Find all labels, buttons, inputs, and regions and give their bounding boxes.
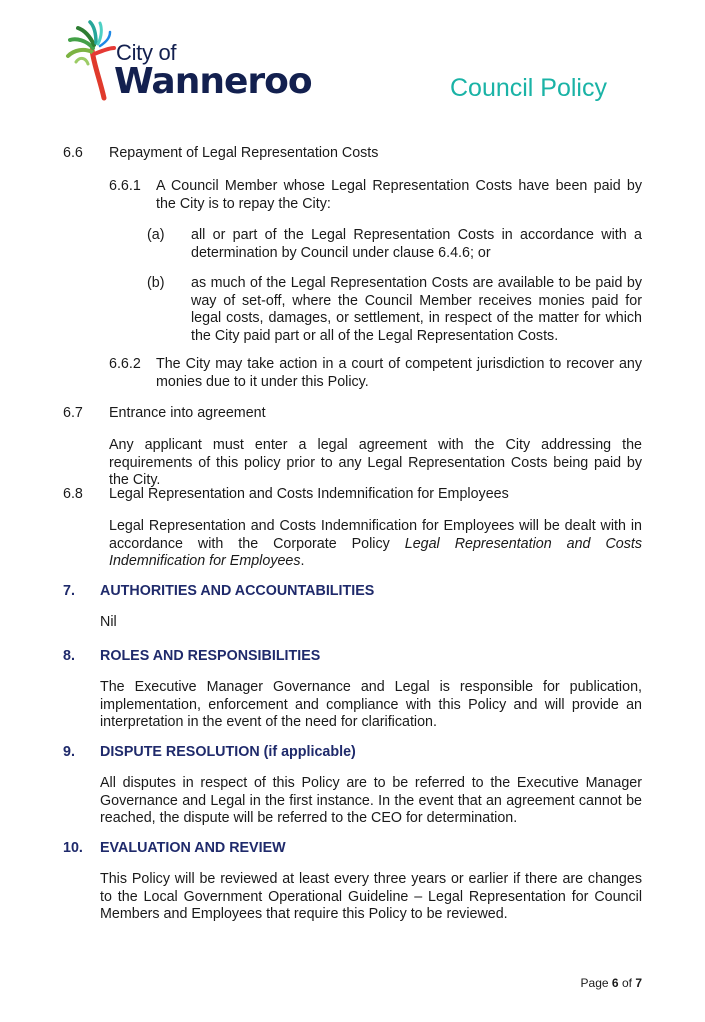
subclause-text: as much of the Legal Representation Costs are available to be paid by way of set-off, where the Council Member receives monies paid for legal costs, damages, or settlement, in respect of the matter for which the City paid part or all of the Legal Representation Costs.	[191, 275, 642, 344]
section-text: All disputes in respect of this Policy are to be referred to the Executive Manager Governance and Legal in the first instance. In the event that an agreement cannot be reached, the dispute will be referred to the CEO for determination.	[100, 775, 642, 826]
clause-text: A Council Member whose Legal Representation Costs have been paid by the City is to repay the City:	[156, 178, 642, 212]
section-text: Any applicant must enter a legal agreement with the City addressing the requirements of this policy prior to any Legal Representation Costs being paid by the City.	[109, 437, 642, 488]
section-title: Legal Representation and Costs Indemnification for Employees	[109, 486, 509, 502]
heading-title: AUTHORITIES AND ACCOUNTABILITIES	[100, 583, 375, 599]
policy-reference: Legal Representation and Costs Indemnification for Employees	[109, 535, 642, 569]
subclause-label: (a)	[147, 227, 165, 243]
heading-title: EVALUATION AND REVIEW	[100, 840, 286, 856]
heading-title: DISPUTE RESOLUTION (if applicable)	[100, 744, 356, 760]
subclause-label: (b)	[147, 275, 165, 291]
clause-text: The City may take action in a court of competent jurisdiction to recover any monies due to it under this Policy.	[156, 356, 642, 390]
subclause-text: all or part of the Legal Representation Costs in accordance with a determination by Council under clause 6.4.6; or	[191, 227, 642, 261]
document-type-title: Council Policy	[449, 74, 607, 102]
heading-title: ROLES AND RESPONSIBILITIES	[100, 648, 321, 664]
clause-number: 6.6.1	[109, 178, 141, 194]
heading-number: 9.	[63, 744, 75, 760]
logo-wanneroo: Wanneroo	[114, 61, 312, 102]
section-number: 6.8	[63, 486, 83, 502]
page-label: Page	[580, 976, 609, 990]
section-title: Entrance into agreement	[109, 405, 266, 421]
section-number: 6.7	[63, 405, 83, 421]
section-text	[109, 518, 642, 571]
page-total: 7	[635, 976, 642, 990]
section-title: Repayment of Legal Representation Costs	[109, 145, 379, 161]
section-text: Nil	[100, 614, 117, 630]
city-of-wanneroo-logo	[64, 20, 312, 102]
section-number: 6.6	[63, 145, 83, 161]
heading-number: 10.	[63, 840, 83, 856]
section-text: The Executive Manager Governance and Legal is responsible for publication, implementation, enforcement and compliance with this Policy and will provide an interpretation in the event of the need for clarification.	[100, 679, 642, 730]
section-text: This Policy will be reviewed at least every three years or earlier if there are changes to the Local Government Operational Guideline – Legal Representation for Council Members and Employees that require this Policy to be reviewed.	[100, 871, 642, 922]
text-run: .	[300, 553, 305, 569]
heading-number: 7.	[63, 583, 75, 599]
page-current: 6	[611, 976, 619, 990]
of-label: of	[621, 976, 632, 990]
logo-city-of: City of	[116, 40, 177, 65]
text-run: Legal Representation and Costs Indemnification for Employees will be dealt with in accordance with the Corporate Policy	[109, 518, 642, 552]
clause-number: 6.6.2	[109, 356, 141, 372]
heading-number: 8.	[63, 648, 75, 664]
page-number	[581, 976, 642, 990]
